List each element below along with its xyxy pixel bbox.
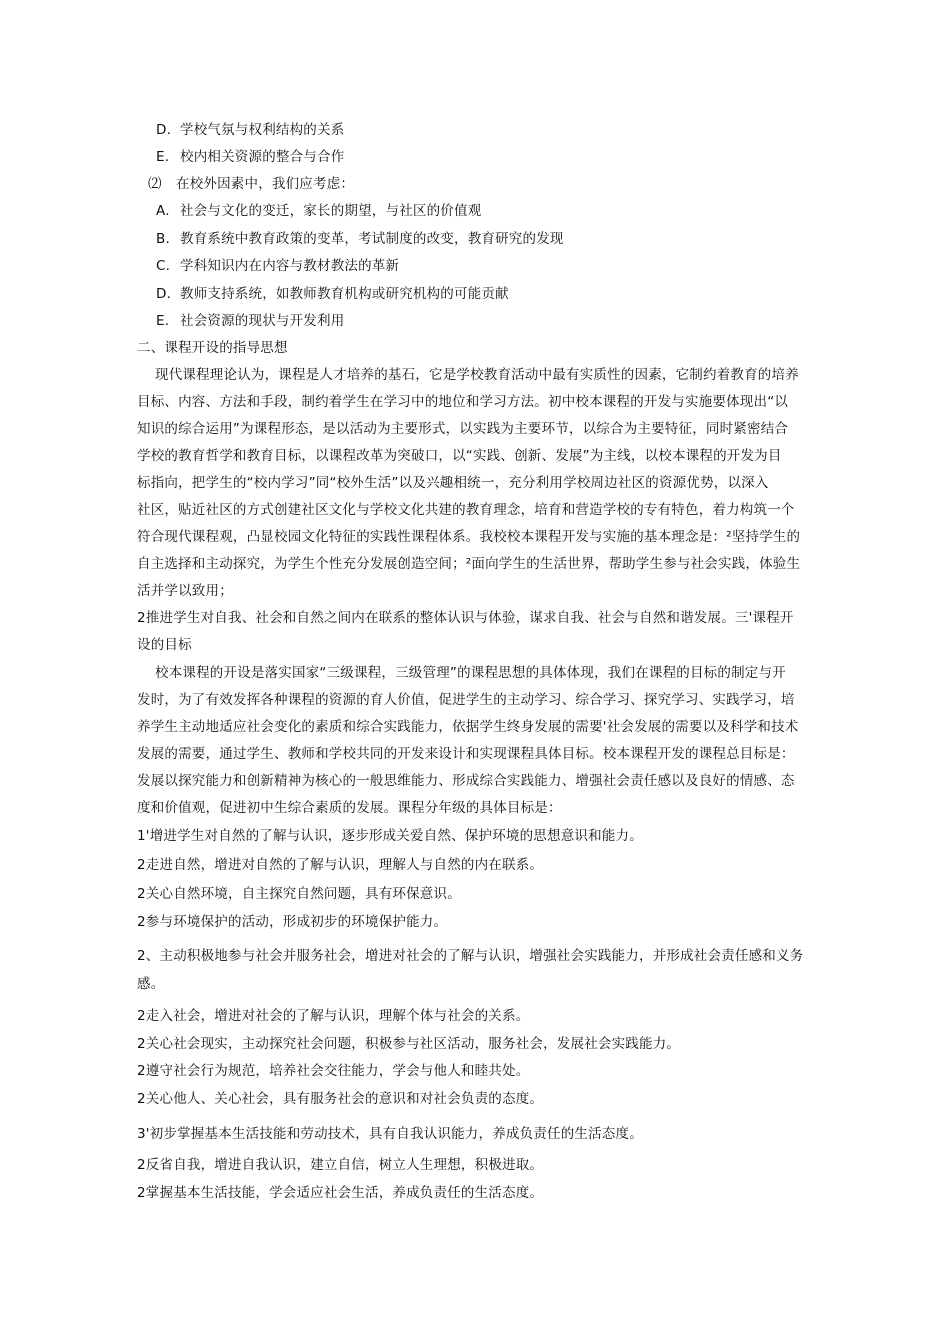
paragraph-line: 度和价值观，促进初中生综合素质的发展。课程分年级的具体目标是：: [137, 800, 562, 816]
paragraph-line: 发时，为了有效发挥各种课程的资源的育人价值，促进学生的主动学习、综合学习、探究学习、实践学习，培: [137, 692, 795, 708]
goal-item: 2、主动积极地参与社会并服务社会，增进对社会的了解与认识，增强社会实践能力，并形成社会责任感和义务: [137, 948, 804, 964]
paragraph-line: 养学生主动地适应社会变化的素质和综合实践能力，依据学生终身发展的需要'社会发展的需要以及科学和技术: [137, 719, 799, 735]
option-d-school-atmosphere: D. 学校气氛与权利结构的关系: [156, 122, 345, 138]
paragraph-line: 设的目标: [137, 637, 192, 653]
goal-subitem: 2关心社会现实，主动探究社会问题，积极参与社区活动，服务社会，发展社会实践能力。: [137, 1036, 681, 1052]
goal-subitem: 2参与环境保护的活动，形成初步的环境保护能力。: [137, 914, 448, 930]
goal-subitem: 2关心自然环境，自主探究自然问题，具有环保意识。: [137, 886, 461, 902]
goal-subitem: 2关心他人、关心社会，具有服务社会的意识和对社会负责的态度。: [137, 1091, 544, 1107]
goal-item: 感。: [137, 976, 165, 992]
paragraph-line: 发展以探究能力和创新精神为核心的一般思维能力、形成综合实践能力、增强社会责任感以及良好的情感、态: [137, 773, 795, 789]
external-factors-heading: ⑵ 在校外因素中，我们应考虑：: [148, 176, 355, 192]
paragraph-line: 自主选择和主动探究，为学生个性充分发展创造空间；²面向学生的生活世界，帮助学生参与社会实践，体验生: [137, 556, 801, 572]
paragraph-line: 活并学以致用；: [137, 583, 233, 599]
option-b-education-policy: B. 教育系统中教育政策的变革，考试制度的改变，教育研究的发现: [156, 231, 564, 247]
paragraph-line: 校本课程的开设是落实国家“三级课程，三级管理”的课程思想的具体体现，我们在课程的目标的制定与开: [155, 665, 786, 681]
paragraph-line: 现代课程理论认为，课程是人才培养的基石，它是学校教育活动中最有实质性的因素，它制约着教育的培养: [155, 367, 799, 383]
section-heading-guiding-ideas: 二、课程开设的指导思想: [137, 340, 288, 356]
paragraph-line: 发展的需要，通过学生、教师和学校共同的开发来设计和实现课程具体目标。校本课程开发的课程总目标是：: [137, 746, 795, 762]
option-e-internal-resources: E. 校内相关资源的整合与合作: [156, 149, 345, 165]
paragraph-line: 目标、内容、方法和手段，制约着学生在学习中的地位和学习方法。初中校本课程的开发与实施要体现出“以: [137, 394, 789, 410]
paragraph-line: 社区，贴近社区的方式创建社区文化与学校文化共建的教育理念，培育和营造学校的专有特色，着力构筑一个: [137, 502, 795, 518]
option-c-subject-knowledge: C. 学科知识内在内容与教材教法的革新: [156, 258, 400, 274]
goal-item: 1'增进学生对自然的了解与认识，逐步形成关爱自然、保护环境的思想意识和能力。: [137, 828, 643, 844]
goal-item: 3'初步掌握基本生活技能和劳动技术，具有自我认识能力，养成负责任的生活态度。: [137, 1126, 643, 1142]
goal-subitem: 2遵守社会行为规范，培养社会交往能力，学会与他人和睦共处。: [137, 1063, 530, 1079]
goal-subitem: 2走入社会，增进对社会的了解与认识，理解个体与社会的关系。: [137, 1008, 530, 1024]
goal-subitem: 2反省自我，增进自我认识，建立自信，树立人生理想，积极进取。: [137, 1157, 544, 1173]
paragraph-line: 2推进学生对自我、社会和自然之间内在联系的整体认识与体验，谋求自我、社会与自然和谐发展。三'课程开: [137, 610, 794, 626]
paragraph-line: 标指向，把学生的“校内学习”同“校外生活”以及兴趣相统一，充分利用学校周边社区的资源优势，以深入: [137, 475, 769, 491]
goal-subitem: 2走进自然，增进对自然的了解与认识，理解人与自然的内在联系。: [137, 857, 544, 873]
paragraph-line: 学校的教育哲学和教育目标，以课程改革为突破口，以“实践、创新、发展”为主线，以校本课程的开发为目: [137, 448, 782, 464]
option-d-teacher-support: D. 教师支持系统，如教师教育机构或研究机构的可能贡献: [156, 286, 509, 302]
option-e-social-resources: E. 社会资源的现状与开发利用: [156, 313, 345, 329]
paragraph-line: 符合现代课程观，凸显校园文化特征的实践性课程体系。我校校本课程开发与实施的基本理念是：²坚持学生的: [137, 529, 801, 545]
paragraph-line: 知识的综合运用”为课程形态，是以活动为主要形式，以实践为主要环节，以综合为主要特征，同时紧密结合: [137, 421, 789, 437]
goal-subitem: 2掌握基本生活技能，学会适应社会生活，养成负责任的生活态度。: [137, 1185, 544, 1201]
option-a-social-culture: A. 社会与文化的变迁，家长的期望，与社区的价值观: [156, 203, 482, 219]
